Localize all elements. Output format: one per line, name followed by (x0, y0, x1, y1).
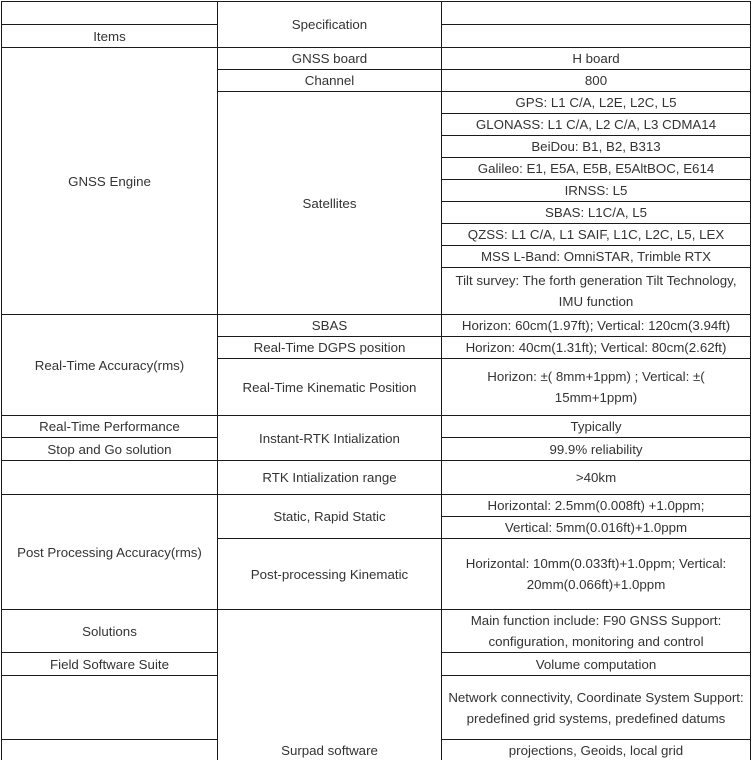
item-rt-accuracy: Real-Time Accuracy(rms) (34, 357, 185, 373)
value-typically: Typically (570, 419, 622, 434)
value-sbas-accuracy: Horizon: 60cm(1.97ft); Vertical: 120cm(3.94ft) (461, 318, 731, 333)
value-tilt-survey: Tilt survey: The forth generation Tilt Technology, IMU function (455, 273, 737, 309)
spec-channel: Channel (304, 73, 355, 88)
value-static-horizontal: Horizontal: 2.5mm(0.008ft) +1.0ppm; (487, 498, 705, 513)
spec-sbas: SBAS (311, 318, 348, 333)
value-galileo: Galileo: E1, E5A, E5B, E5AltBOC, E614 (477, 161, 715, 176)
header-specification: Specification (291, 17, 368, 32)
spec-rtk-range: RTK Intialization range (262, 470, 397, 485)
spec-instant-rtk: Instant-RTK Intialization (259, 430, 400, 446)
item-solutions: Solutions (82, 623, 137, 639)
value-static-vertical: Vertical: 5mm(0.016ft)+1.0ppm (504, 520, 688, 535)
item-field-software: Field Software Suite (50, 656, 169, 672)
value-irnss: IRNSS: L5 (564, 183, 628, 198)
value-glonass: GLONASS: L1 C/A, L2 C/A, L3 CDMA14 (475, 117, 717, 132)
spec-rt-dgps: Real-Time DGPS position (253, 340, 406, 355)
value-beidou: BeiDou: B1, B2, B313 (531, 139, 661, 154)
item-pp-accuracy: Post Processing Accuracy(rms) (17, 544, 202, 560)
spec-surpad: Surpad software (281, 742, 378, 758)
item-stop-and-go: Stop and Go solution (47, 441, 172, 457)
value-ppk: Horizontal: 10mm(0.033ft)+1.0ppm; Vertical: 20mm(0.066ft)+1.0ppm (465, 556, 727, 592)
item-gnss-engine: GNSS Engine (68, 173, 151, 189)
spec-satellites: Satellites (302, 195, 357, 211)
value-rtk-range: >40km (575, 470, 617, 485)
spec-rt-kinematic: Real-Time Kinematic Position (242, 379, 417, 395)
value-rtk-accuracy: Horizon: ±( 8mm+1ppm) ; Vertical: ±( 15mm+1ppm) (487, 369, 705, 405)
value-sbas-signals: SBAS: L1C/A, L5 (545, 205, 647, 220)
spec-pp-kinematic: Post-processing Kinematic (250, 566, 409, 582)
item-rt-performance: Real-Time Performance (39, 419, 180, 434)
spec-static: Static, Rapid Static (273, 509, 386, 524)
value-qzss: QZSS: L1 C/A, L1 SAIF, L1C, L2C, L5, LEX (467, 227, 725, 242)
value-reliability: 99.9% reliability (549, 441, 643, 457)
header-items: Items (93, 28, 126, 44)
value-network: Network connectivity, Coordinate System Support: predefined grid systems, predefined datums (448, 689, 744, 726)
value-channel: 800 (584, 73, 608, 88)
value-volume: Volume computation (535, 656, 657, 672)
value-gnss-board: H board (572, 51, 620, 66)
value-main-function: Main function include: F90 GNSS Support: configuration, monitoring and control (470, 613, 722, 649)
value-dgps-accuracy: Horizon: 40cm(1.31ft); Vertical: 80cm(2.62ft) (465, 340, 727, 355)
value-gps: GPS: L1 C/A, L2E, L2C, L5 (515, 95, 677, 110)
value-projections: projections, Geoids, local grid (508, 742, 684, 758)
spec-gnss-board: GNSS board (291, 51, 368, 66)
value-mss-lband: MSS L-Band: OmniSTAR, Trimble RTX (480, 249, 712, 264)
